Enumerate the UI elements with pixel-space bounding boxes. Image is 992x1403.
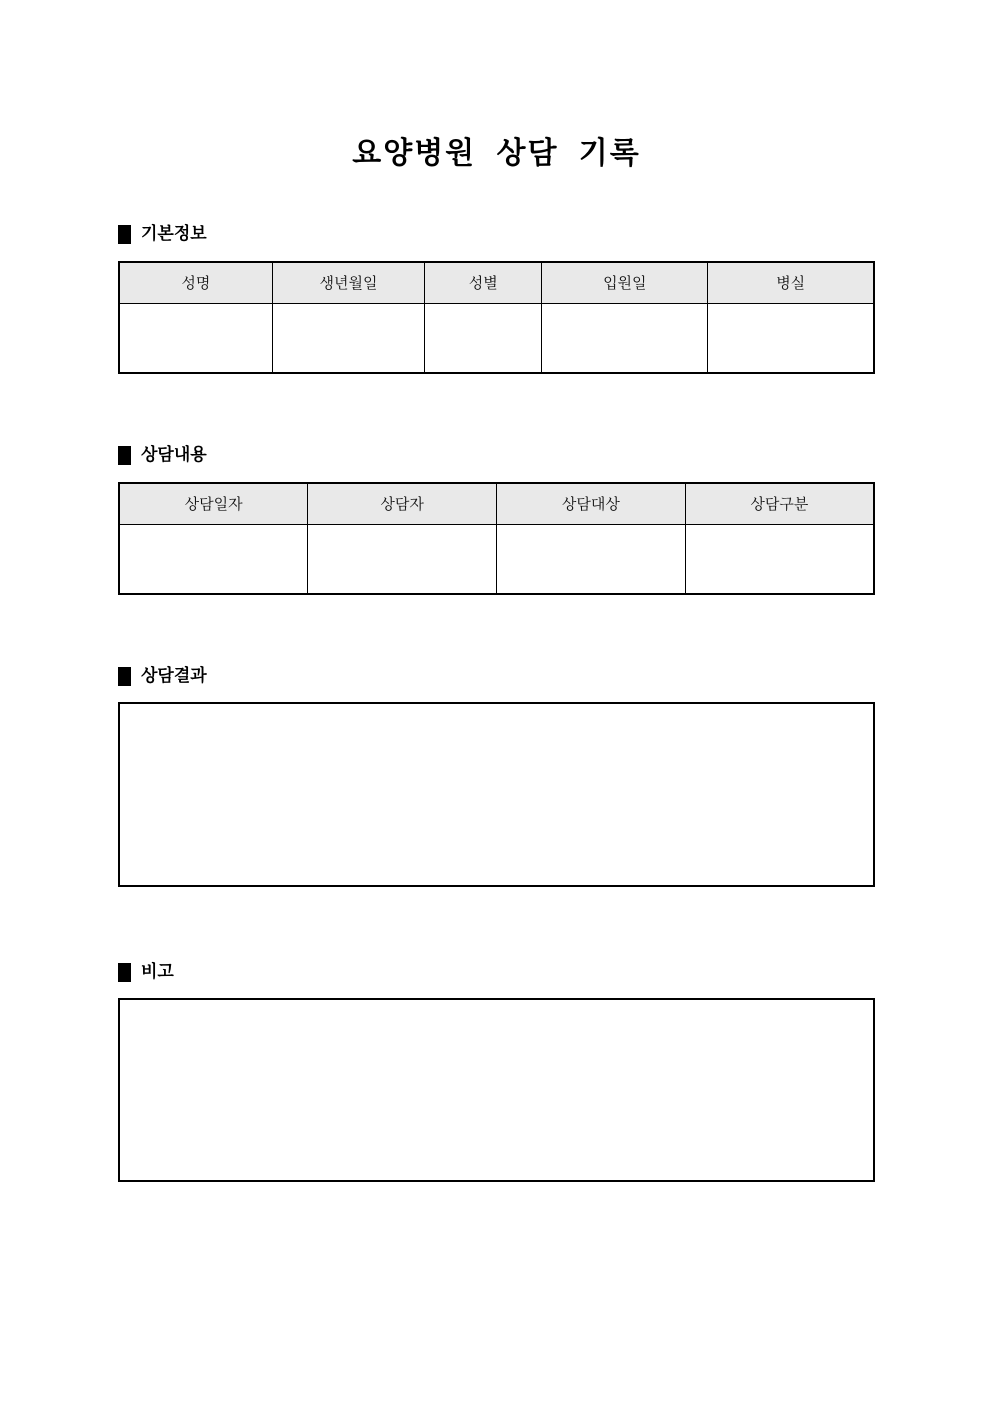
column-header-room: 병실 <box>708 262 874 303</box>
column-header-gender: 성별 <box>425 262 542 303</box>
section-heading-remarks <box>118 962 875 982</box>
column-header-counselor: 상담자 <box>308 483 497 524</box>
section-heading-label: 상담내용 <box>141 445 207 464</box>
basic-info-header-row <box>119 262 874 303</box>
square-bullet-icon <box>118 963 131 982</box>
consult-type-input-cell[interactable] <box>685 524 874 594</box>
basic-info-table <box>118 261 875 374</box>
section-heading-label: 비고 <box>141 962 174 981</box>
column-header-admission-date: 입원일 <box>542 262 708 303</box>
square-bullet-icon <box>118 667 131 686</box>
column-header-consult-type: 상담구분 <box>685 483 874 524</box>
gender-input-cell[interactable] <box>425 303 542 373</box>
column-header-birthdate: 생년월일 <box>272 262 425 303</box>
birthdate-input-cell[interactable] <box>272 303 425 373</box>
section-heading-basic-info <box>118 224 875 244</box>
page-title: 요양병원 상담 기록 <box>352 137 641 170</box>
room-input-cell[interactable] <box>708 303 874 373</box>
consult-date-input-cell[interactable] <box>119 524 308 594</box>
consult-content-value-row <box>119 524 874 594</box>
column-header-consult-date: 상담일자 <box>119 483 308 524</box>
column-header-consult-target: 상담대상 <box>497 483 686 524</box>
section-heading-label: 상담결과 <box>141 666 207 685</box>
consult-result-input-box[interactable] <box>118 702 875 887</box>
admission-date-input-cell[interactable] <box>542 303 708 373</box>
section-heading-consult-content <box>118 445 875 465</box>
remarks-input-box[interactable] <box>118 998 875 1182</box>
section-heading-label: 기본정보 <box>141 224 207 243</box>
section-heading-consult-result <box>118 666 875 686</box>
consult-content-header-row <box>119 483 874 524</box>
document-content <box>118 0 875 1182</box>
consult-target-input-cell[interactable] <box>497 524 686 594</box>
column-header-name: 성명 <box>119 262 272 303</box>
counselor-input-cell[interactable] <box>308 524 497 594</box>
name-input-cell[interactable] <box>119 303 272 373</box>
square-bullet-icon <box>118 446 131 465</box>
square-bullet-icon <box>118 225 131 244</box>
consult-content-table <box>118 482 875 595</box>
basic-info-value-row <box>119 303 874 373</box>
